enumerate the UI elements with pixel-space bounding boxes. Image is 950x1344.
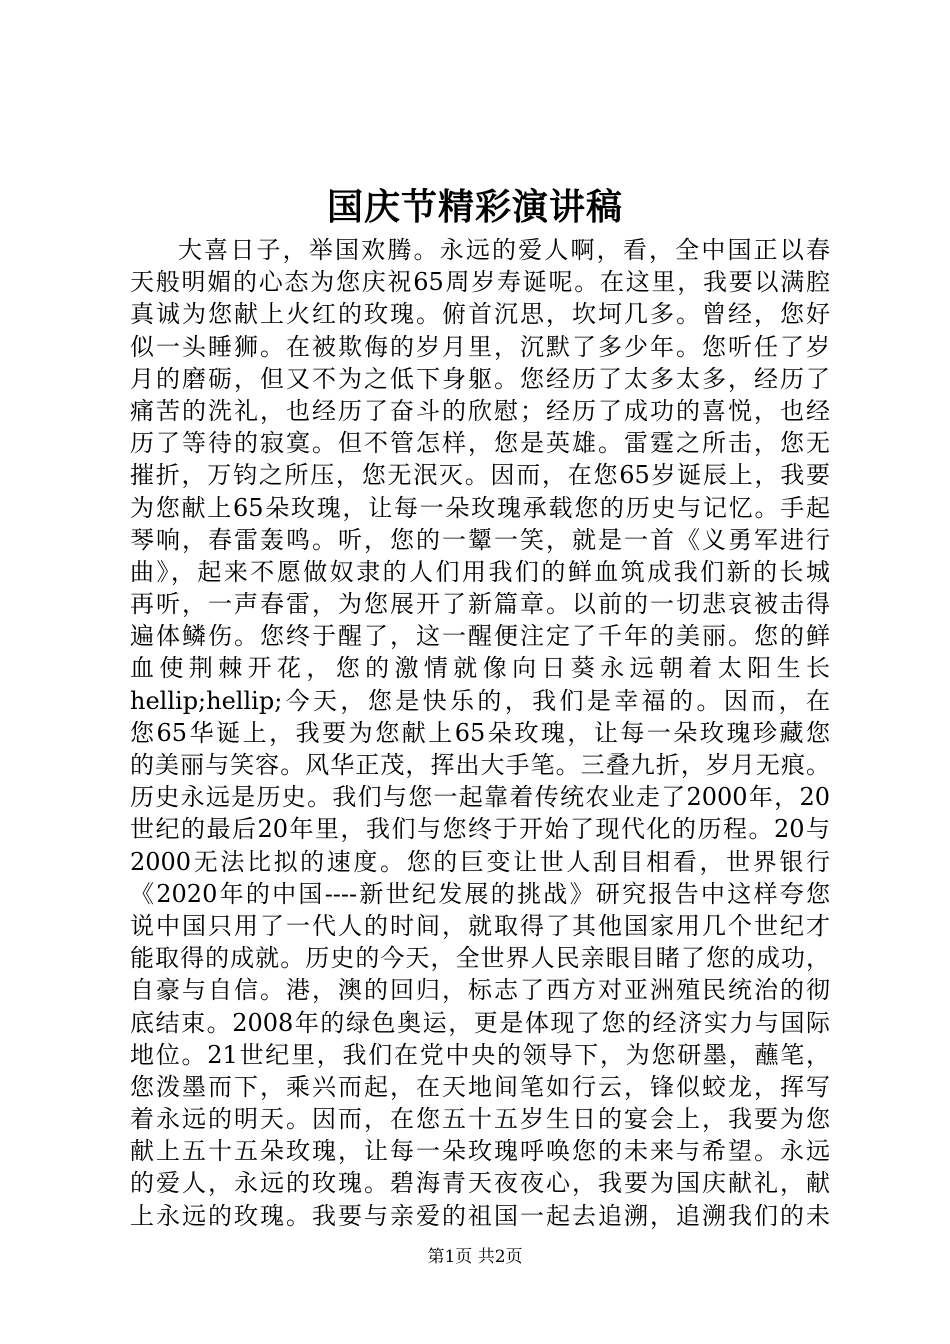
body-line: 真诚为您献上火红的玫瑰。俯首沉思，坎坷几多。曾经，您好 [130,300,830,329]
body-line: 自豪与自信。港，澳的回归，标志了西方对亚洲殖民统治的彻 [130,976,830,1005]
body-line: 献上五十五朵玫瑰，让每一朵玫瑰呼唤您的未来与希望。永远 [130,1137,830,1166]
body-line: 遍体鳞伤。您终于醒了，这一醒便注定了千年的美丽。您的鲜 [130,622,830,651]
body-line: 着永远的明天。因而，在您五十五岁生日的宴会上，我要为您 [130,1105,830,1134]
body-line: 您泼墨而下，乘兴而起，在天地间笔如行云，锋似蛟龙，挥写 [130,1072,830,1101]
document-body [130,234,830,1232]
body-line: 大喜日子，举国欢腾。永远的爱人啊，看，全中国正以春 [178,236,830,264]
body-line: 历史永远是历史。我们与您一起靠着传统农业走了2000年，20 [130,783,830,812]
body-line: 血使荆棘开花，您的激情就像向日葵永远朝着太阳生长 [130,654,830,683]
body-line: 曲》，起来不愿做奴隶的人们用我们的鲜血筑成我们新的长城 [130,557,830,586]
body-line: 上永远的玫瑰。我要与亲爱的祖国一起去追溯，追溯我们的未 [130,1201,830,1230]
body-line: 月的磨砺，但又不为之低下身躯。您经历了太多太多，经历了 [130,364,830,393]
body-line: hellip;hellip;今天，您是快乐的，我们是幸福的。因而，在 [130,686,830,715]
body-line: 2000无法比拟的速度。您的巨变让世人刮目相看，世界银行 [130,847,830,876]
body-line: 地位。21世纪里，我们在党中央的领导下，为您研墨，蘸笔， [130,1040,830,1069]
body-line: 世纪的最后20年里，我们与您终于开始了现代化的历程。20与 [130,815,830,844]
body-line: 说中国只用了一代人的时间，就取得了其他国家用几个世纪才 [130,911,830,940]
body-line: 天般明媚的心态为您庆祝65周岁寿诞呢。在这里，我要以满腔 [130,268,830,297]
document-title: 国庆节精彩演讲稿 [326,186,623,228]
body-line: 琴响，春雷轰鸣。听，您的一颦一笑，就是一首《义勇军进行 [130,525,830,554]
page-footer: 第1页 共2页 [427,1247,523,1267]
body-line: 能取得的成就。历史的今天，全世界人民亲眼目睹了您的成功， [130,944,830,973]
body-line: 的美丽与笑容。风华正茂，挥出大手笔。三叠九折，岁月无痕。 [130,751,830,779]
body-line: 《2020年的中国----新世纪发展的挑战》研究报告中这样夸您 [130,879,830,908]
body-line: 您65华诞上，我要为您献上65朵玫瑰，让每一朵玫瑰珍藏您 [130,718,830,747]
body-line: 摧折，万钧之所压，您无泯灭。因而，在您65岁诞辰上，我要 [130,461,830,490]
body-line: 再听，一声春雷，为您展开了新篇章。以前的一切悲哀被击得 [130,590,830,619]
body-line: 底结束。2008年的绿色奥运，更是体现了您的经济实力与国际 [130,1008,830,1037]
body-line: 的爱人，永远的玫瑰。碧海青天夜夜心，我要为国庆献礼，献 [130,1169,830,1198]
body-line: 历了等待的寂寞。但不管怎样，您是英雄。雷霆之所击，您无 [130,429,830,458]
body-line: 为您献上65朵玫瑰，让每一朵玫瑰承载您的历史与记忆。手起 [130,493,830,522]
body-line: 似一头睡狮。在被欺侮的岁月里，沉默了多少年。您听任了岁 [130,332,830,361]
body-line: 痛苦的洗礼，也经历了奋斗的欣慰；经历了成功的喜悦，也经 [130,396,830,425]
